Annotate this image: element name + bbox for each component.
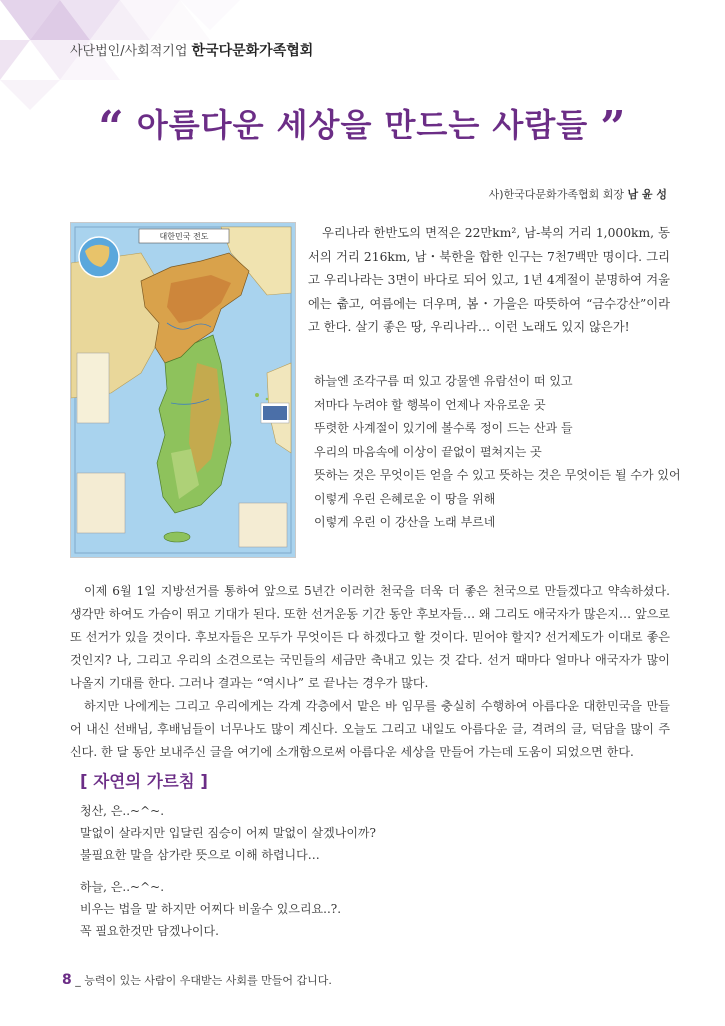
teaching-verse-mountain (80, 800, 640, 866)
page-footer (62, 972, 332, 988)
verse-line: 비우는 법을 말 하지만 어찌다 비울수 있으리요..?. (80, 902, 342, 916)
verse-line: 말없이 살라지만 입달린 짐승이 어찌 말없이 살겠나이까? (80, 826, 376, 840)
author-affiliation: 사)한국다문화가족협회 회장 (488, 188, 624, 201)
author-byline (489, 186, 667, 202)
author-name: 남 윤 성 (627, 188, 667, 201)
lyric-line: 뚜렷한 사계절이 있기에 볼수록 정이 드는 산과 들 (314, 421, 573, 435)
korea-map-image (70, 222, 296, 558)
open-quote-mark: “ (98, 102, 125, 153)
body-text (70, 580, 670, 764)
verse-line: 불필요한 말을 삼가란 뜻으로 이해 하렵니다… (80, 848, 320, 862)
footer-tagline: 능력이 있는 사람이 우대받는 사회를 만들어 갑니다. (84, 974, 332, 987)
verse-line: 하늘, 은..~^~. (80, 880, 165, 894)
lyric-line: 저마다 누려야 할 행복이 언제나 자유로운 곳 (314, 397, 546, 412)
lyric-line: 이렇게 우린 은혜로운 이 땅을 위해 (314, 491, 496, 506)
teaching-verse-sky (80, 876, 640, 942)
organization-prefix: 사단법인/사회적기업 (70, 44, 188, 59)
footer-separator: _ (75, 974, 81, 987)
page-title (0, 100, 725, 153)
lyric-line: 우리의 마음속에 이상이 끝없이 펼쳐지는 곳 (314, 444, 542, 459)
korea-map-illustration (71, 223, 295, 557)
intro-text: 우리나라 한반도의 면적은 22만km², 남-북의 거리 1,000km, 동서의 거리 216km, 남・북한을 합한 인구는 7천7백만 명이다. 그리고 우리나라는 3면이 바다로 되어 있고, 1년 4계절이 분명하여 겨울에는 춥고, 여름에는 더우며, 봄・가을은 따뜻하여 “금수강산”이라고 한다. 살기 좋은 땅, 우리나라… 이런 노래도 있지 않은가! (308, 226, 670, 334)
lyric-line: 이렇게 우린 이 강산을 노래 부르네 (314, 515, 496, 529)
organization-header (70, 40, 313, 60)
verse-line: 꼭 필요한것만 담겠나이다. (80, 924, 219, 938)
intro-paragraph (308, 222, 670, 340)
song-lyrics (314, 370, 681, 535)
organization-name: 한국다문화가족협회 (191, 43, 314, 59)
page-title-text: 아름다운 세상을 만드는 사람들 (136, 106, 589, 144)
verse-line: 청산, 은..~^~. (80, 804, 165, 818)
body-paragraph: 하지만 나에게는 그리고 우리에게는 각계 각층에서 맡은 바 임무를 충실히 수행하여 아름다운 대한민국을 만들어 내신 선배님, 후배님들이 너무나도 많이 계신다. 오늘도 그리고 내일도 아름다운 글, 격려의 글, 덕담을 많이 주신다. 한 달 동안 보내주신 글을 여기에 소개함으로써 아름다운 세상을 만들어 가는데 도움이 되었으면 한다. (70, 699, 670, 759)
body-paragraph: 이제 6월 1일 지방선거를 통하여 앞으로 5년간 이러한 천국을 더욱 더 좋은 천국으로 만들겠다고 약속하셨다. 생각만 하여도 가슴이 뛰고 기대가 된다. 또한 선거운동 기간 동안 후보자들… 왜 그리도 애국자가 많은지… 앞으로 또 선거가 있을 것이다. 후보자들은 모두가 무엇이든 다 하겠다고 할 것이다. 믿어야 할지? 선거제도가 이대로 좋은 것인지? 나, 그리고 우리의 소견으로는 국민들의 세금만 축내고 있는 것 같다. 선거 때마다 얼마나 애국자가 많이 나올지 기대를 한다. 그러나 결과는 “역시나” 로 끝나는 경우가 많다. (70, 584, 670, 690)
lyric-line: 하늘엔 조각구름 떠 있고 강물엔 유람선이 떠 있고 (314, 374, 573, 388)
section-title: [ 자연의 가르침 ] (80, 772, 208, 791)
close-quote-mark: ” (600, 102, 627, 153)
map-title: 대한민국 전도 (159, 232, 209, 241)
lyric-line: 뜻하는 것은 무엇이든 얻을 수 있고 뜻하는 것은 무엇이든 될 수가 있어 (314, 468, 681, 482)
page-number: 8 (62, 972, 72, 988)
